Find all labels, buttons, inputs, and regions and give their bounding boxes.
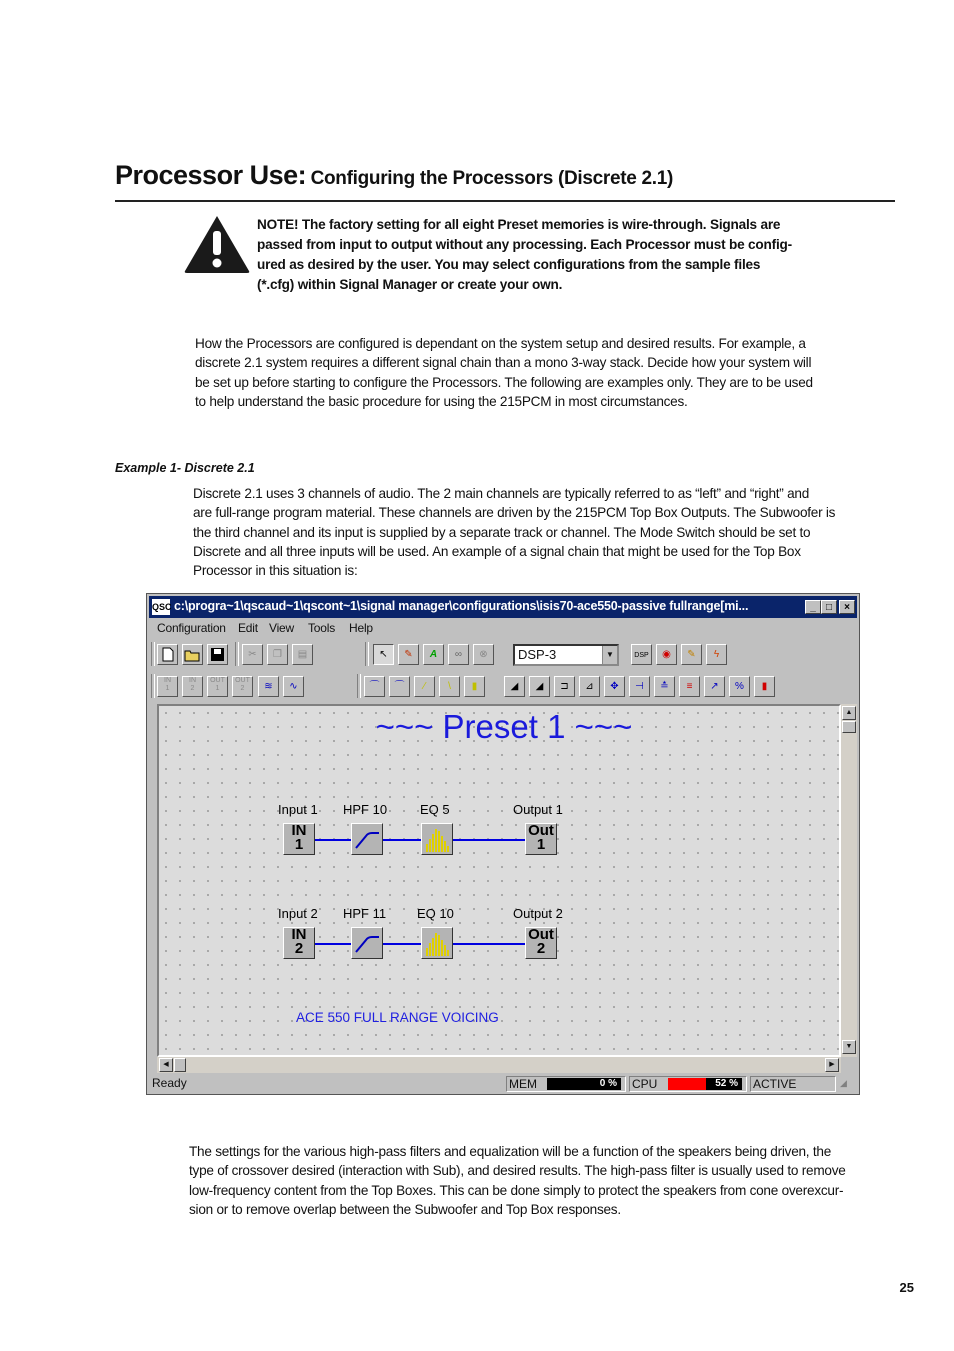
cpu-value: 52 % — [715, 1078, 738, 1089]
example-heading: Example 1- Discrete 2.1 — [115, 461, 255, 475]
signal-manager-window — [146, 593, 860, 1095]
signal-wire — [315, 839, 351, 841]
voicing-label: ACE 550 FULL RANGE VOICING — [296, 1010, 499, 1025]
speaker-mute-icon: ◉ — [662, 649, 671, 660]
lpf-button[interactable] — [389, 676, 410, 697]
mixer-button[interactable] — [654, 676, 675, 697]
dsp-select-value: DSP-3 — [518, 647, 557, 662]
crossover-icon: ↗ — [710, 681, 719, 692]
cpu-bar-track — [668, 1078, 742, 1090]
vertical-scrollbar[interactable] — [841, 704, 857, 1057]
open-file-button[interactable] — [182, 644, 203, 665]
level-meter-button[interactable] — [754, 676, 775, 697]
mem-meter — [506, 1076, 626, 1092]
splitter-button[interactable] — [629, 676, 650, 697]
dsp-button[interactable] — [631, 644, 652, 665]
pointer-arrow-icon: ↖ — [379, 649, 388, 660]
io-block-number: 2 — [294, 940, 304, 957]
menu-edit[interactable]: Edit — [238, 621, 258, 635]
output-2-block[interactable] — [525, 927, 557, 959]
sine-wave-icon: ∿ — [289, 681, 298, 692]
io-button-out-1[interactable] — [207, 676, 228, 697]
io-block-name: IN — [291, 822, 307, 839]
delay-button[interactable] — [554, 676, 575, 697]
example-paragraph — [193, 484, 853, 580]
polarity-icon: % — [735, 681, 744, 692]
text-tool-button[interactable] — [423, 644, 444, 665]
toolbar-grip — [151, 674, 155, 698]
note-line: NOTE! The factory setting for all eight Preset memories is wire-through. Signals are — [257, 217, 781, 232]
paste-icon: ▤ — [297, 649, 308, 660]
example-line: Discrete 2.1 uses 3 channels of audio. The 2 main channels are typically referred to as “left” and “right” and — [193, 486, 810, 501]
io-block-number: 1 — [536, 836, 546, 853]
router-button[interactable] — [604, 676, 625, 697]
io-button-number: 1 — [165, 685, 170, 692]
mem-value: 0 % — [547, 1078, 621, 1090]
block-io-label — [526, 824, 556, 852]
unlink-tool-button[interactable] — [473, 644, 494, 665]
status-ready: Ready — [152, 1076, 187, 1090]
menu-view[interactable]: View — [269, 621, 294, 635]
block-label: Input 2 — [278, 906, 318, 921]
block-io-label — [284, 928, 314, 956]
block-label: Output 1 — [513, 802, 563, 817]
maximize-button[interactable]: □ — [821, 600, 837, 614]
signal-wire — [453, 839, 525, 841]
menu-help[interactable]: Help — [349, 621, 373, 635]
lpf-curve-icon: ⌒ — [394, 681, 405, 692]
io-button-out-2[interactable] — [232, 676, 253, 697]
send-button[interactable] — [706, 644, 727, 665]
io-button-label: OUT — [235, 677, 250, 684]
window-titlebar[interactable] — [149, 596, 857, 618]
block-label: HPF 11 — [343, 906, 387, 921]
hpf-curve-icon — [352, 928, 382, 958]
copy-icon: ❐ — [273, 649, 282, 660]
toolbar-separator — [235, 642, 239, 666]
low-shelf-button[interactable] — [414, 676, 435, 697]
save-button[interactable] — [207, 644, 228, 665]
io-block-name: Out — [528, 926, 554, 943]
closing-line: sion or to remove overlap between the Subwoofer and Top Box responses. — [189, 1201, 621, 1217]
crossover-button[interactable] — [704, 676, 725, 697]
splitter-icon: ⊣ — [635, 681, 644, 692]
chevron-down-icon[interactable]: ▼ — [602, 646, 617, 664]
toolbar-grip — [151, 642, 155, 666]
io-block-number: 1 — [294, 836, 304, 853]
delay-icon: ⊐ — [560, 681, 569, 692]
mute-button[interactable] — [656, 644, 677, 665]
link-icon: ∞ — [454, 649, 463, 660]
high-shelf-icon: \ — [448, 681, 451, 692]
signal-wire — [383, 839, 421, 841]
app-icon[interactable]: QSC — [152, 599, 170, 615]
hpf-button[interactable] — [364, 676, 385, 697]
noise-wave-icon: ≋ — [264, 681, 273, 692]
cpu-label: CPU — [632, 1077, 658, 1091]
io-button-label: IN — [189, 677, 196, 684]
hpf-curve-icon: ⌒ — [369, 681, 380, 692]
pencil-icon: ✎ — [687, 649, 696, 660]
configuration-canvas[interactable] — [157, 704, 841, 1057]
scroll-thumb[interactable] — [174, 1058, 186, 1072]
low-shelf-icon: ⁄ — [423, 681, 426, 692]
status-bar — [149, 1075, 857, 1093]
level-meter-icon: ▮ — [761, 681, 768, 692]
preset-title: ~~~ Preset 1 ~~~ — [375, 708, 633, 745]
paste-button[interactable] — [292, 644, 313, 665]
eq-bars-icon — [422, 928, 452, 958]
input-1-block[interactable] — [283, 823, 315, 855]
io-button-label: IN — [164, 677, 171, 684]
scroll-thumb[interactable] — [842, 721, 856, 733]
hpf-10-block[interactable] — [351, 823, 383, 855]
eq-10-block[interactable] — [421, 927, 453, 959]
section-heading — [115, 160, 895, 202]
select-tool-button[interactable] — [373, 644, 394, 665]
link-tool-button[interactable] — [448, 644, 469, 665]
closing-paragraph — [189, 1142, 859, 1219]
note-line: (*.cfg) within Signal Manager or create your own. — [257, 277, 563, 292]
scroll-up-icon[interactable]: ▲ — [842, 706, 856, 720]
new-file-button[interactable] — [157, 644, 178, 665]
resize-grip-icon[interactable]: ◢ — [840, 1078, 847, 1088]
high-shelf-button[interactable] — [439, 676, 460, 697]
page-number: 25 — [899, 1280, 914, 1295]
example-line: Processor in this situation is: — [193, 563, 358, 579]
note-text — [257, 215, 817, 295]
scissors-icon: ✂ — [248, 649, 257, 660]
sine-generator-button[interactable] — [283, 676, 304, 697]
io-button-in-1[interactable] — [157, 676, 178, 697]
eq-bars-icon: ▮ — [471, 681, 478, 692]
hpf-curve-icon — [352, 824, 382, 854]
block-label: EQ 10 — [417, 906, 454, 921]
block-io-label — [526, 928, 556, 956]
window-title: c:\progra~1\qscaud~1\qscont~1\signal manager\configurations\isis70-ace550-passive fullrange[mi... — [174, 599, 749, 613]
cut-button[interactable] — [242, 644, 263, 665]
menu-tools[interactable]: Tools — [308, 621, 336, 635]
noise-generator-button[interactable] — [258, 676, 279, 697]
block-label: EQ 5 — [420, 802, 450, 817]
compressor-button[interactable] — [579, 676, 600, 697]
scroll-right-icon[interactable]: ▶ — [825, 1058, 839, 1072]
mixer-icon: ≛ — [660, 681, 669, 692]
mem-label: MEM — [509, 1077, 537, 1091]
compressor-icon: ⊿ — [585, 681, 594, 692]
io-block-name: IN — [291, 926, 307, 943]
hpf-11-block[interactable] — [351, 927, 383, 959]
menu-configuration[interactable]: Configuration — [157, 621, 226, 635]
io-block-name: Out — [528, 822, 554, 839]
note-line: ured as desired by the user. You may select configurations from the sample files — [257, 257, 761, 272]
draw-tool-button[interactable] — [398, 644, 419, 665]
meter-button[interactable] — [679, 676, 700, 697]
pencil-icon: ✎ — [404, 649, 413, 660]
limiter-icon: ◢ — [535, 681, 544, 692]
toolbar-grip — [365, 642, 369, 666]
block-label: Output 2 — [513, 906, 563, 921]
heading-main: Processor Use: — [115, 160, 307, 190]
intro-paragraph — [195, 334, 835, 411]
unlink-icon: ⊗ — [479, 649, 488, 660]
toolbar-grip — [357, 674, 361, 698]
parametric-eq-button[interactable] — [464, 676, 485, 697]
signal-wire — [383, 943, 421, 945]
io-button-in-2[interactable] — [182, 676, 203, 697]
block-label: HPF 10 — [343, 802, 388, 817]
block-io-label — [284, 824, 314, 852]
example-line: the third channel and its input is supplied by a separate track or channel. The Mode Switch should be set to — [193, 524, 811, 540]
output-1-block[interactable] — [525, 823, 557, 855]
minimize-button[interactable]: _ — [805, 600, 821, 614]
intro-line: to help understand the basic procedure for using the 215PCM in most circumstances. — [195, 393, 688, 409]
block-label: Input 1 — [278, 802, 318, 817]
scroll-left-icon[interactable]: ◀ — [159, 1058, 173, 1072]
intro-line: How the Processors are configured is dependant on the system setup and desired results. For example, a — [195, 336, 806, 351]
lightning-icon: ϟ — [713, 649, 720, 660]
gain-wedge-icon: ◢ — [510, 681, 519, 692]
signal-wire — [315, 943, 351, 945]
meter-icon: ≡ — [686, 681, 693, 692]
io-button-number: 2 — [240, 685, 245, 692]
close-button[interactable]: × — [839, 600, 855, 614]
closing-line: The settings for the various high-pass filters and equalization will be a function of the speakers being driven, the — [189, 1144, 832, 1159]
limiter-button[interactable] — [529, 676, 550, 697]
intro-line: discrete 2.1 system requires a different signal chain than a mono 3-way stack. Decide how your system will — [195, 355, 812, 371]
menu-bar — [149, 619, 857, 639]
note-line: passed from input to output without any processing. Each Processor must be config- — [257, 237, 792, 252]
io-button-number: 1 — [215, 685, 220, 692]
cpu-meter — [629, 1076, 747, 1092]
copy-button[interactable] — [267, 644, 288, 665]
heading-sub: Configuring the Processors (Discrete 2.1) — [310, 168, 674, 189]
example-line: Discrete and all three inputs will be used. An example of a signal chain that might be used for the Top Box — [193, 543, 801, 559]
eq-bars-icon — [422, 824, 452, 854]
status-state: ACTIVE — [750, 1076, 836, 1092]
example-line: are full-range program material. These channels are driven by the 215PCM Top Box Outputs. The Subwoofer is — [193, 505, 836, 521]
io-button-number: 2 — [190, 685, 195, 692]
io-button-label: OUT — [210, 677, 225, 684]
gain-button[interactable] — [504, 676, 525, 697]
edit-params-button[interactable] — [681, 644, 702, 665]
scroll-down-icon[interactable]: ▼ — [842, 1040, 856, 1054]
eq-5-block[interactable] — [421, 823, 453, 855]
new-file-icon — [158, 645, 177, 664]
dsp-select[interactable] — [513, 644, 619, 666]
closing-line: low-frequency content from the Top Boxes. This can be done simply to protect the speakers from cone overexcur- — [189, 1182, 844, 1198]
text-a-icon: A — [429, 649, 438, 660]
router-icon: ✥ — [610, 681, 619, 692]
floppy-disk-icon — [208, 645, 227, 664]
io-block-number: 2 — [536, 940, 546, 957]
closing-line: type of crossover desired (interaction with Sub), and desired results. The high-pass filter is usually used to remove — [189, 1163, 846, 1179]
dsp-chip-icon: DSP — [634, 652, 649, 659]
warning-triangle-icon — [183, 213, 251, 275]
input-2-block[interactable] — [283, 927, 315, 959]
intro-line: be set up before starting to configure the Processors. The following are examples only. They are to be used — [195, 374, 813, 390]
horizontal-scrollbar[interactable] — [157, 1057, 841, 1073]
signal-wire — [453, 943, 525, 945]
polarity-button[interactable] — [729, 676, 750, 697]
cpu-bar-fill — [668, 1078, 706, 1090]
folder-open-icon — [183, 645, 202, 664]
